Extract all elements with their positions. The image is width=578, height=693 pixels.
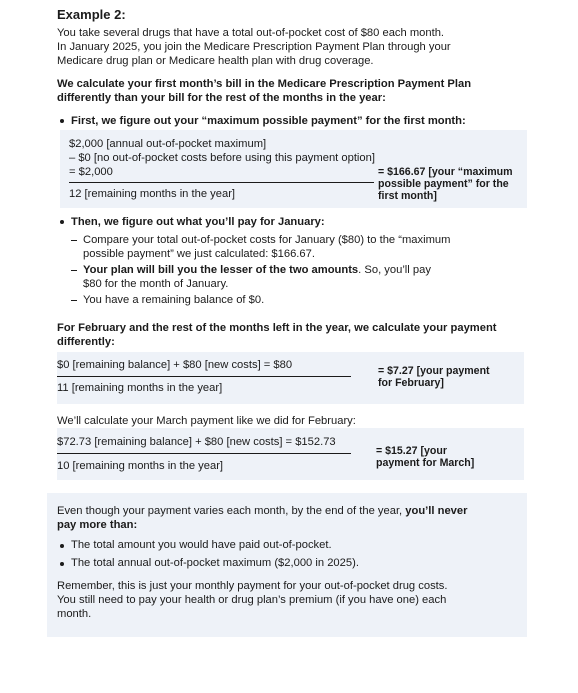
- march-intro: We’ll calculate your March payment like we did for February:: [57, 415, 356, 427]
- calc-result: payment for March]: [376, 457, 475, 469]
- intro-line: You take several drugs that have a total out-of-pocket cost of $80 each month.: [57, 27, 445, 39]
- sub-item-bold: Your plan will bill you the lesser of the two amounts: [83, 264, 359, 276]
- calc-first-line: differently than your bill for the rest of the months in the year:: [57, 92, 386, 104]
- bullet-dot: [60, 220, 64, 224]
- bullet-dot: [60, 562, 64, 566]
- remember-line: You still need to pay your health or drug plan’s premium (if you have one) each: [57, 594, 447, 606]
- calc-result: first month]: [378, 190, 437, 202]
- summary-bold: you’ll never: [405, 505, 468, 517]
- calc-result: possible payment” for the: [378, 178, 509, 190]
- calc-result: = $15.27 [your: [376, 445, 447, 457]
- sub-item: Compare your total out-of-pocket costs for January ($80) to the “maximum: [83, 234, 451, 246]
- summary-bullet: The total amount you would have paid out-of-pocket.: [71, 539, 332, 551]
- bullet-first: First, we figure out your “maximum possible payment” for the first month:: [71, 115, 466, 127]
- sub-item: $80 for the month of January.: [83, 278, 229, 290]
- bullet-january: Then, we figure out what you’ll pay for January:: [71, 216, 325, 228]
- calc-line: $2,000 [annual out-of-pocket maximum]: [69, 138, 267, 150]
- intro-line: Medicare drug plan or Medicare health plan with drug coverage.: [57, 55, 374, 67]
- bullet-dot: [60, 119, 64, 123]
- calc-line: – $0 [no out-of-pocket costs before using this payment option]: [69, 152, 375, 164]
- sub-item-rest: . So, you’ll pay: [358, 264, 431, 276]
- summary-line: [57, 504, 467, 518]
- calc-first-line: We calculate your first month’s bill in the Medicare Prescription Payment Plan: [57, 78, 472, 90]
- fraction-bar: [69, 182, 374, 183]
- calc-line: = $2,000: [69, 166, 113, 178]
- feb-heading: differently:: [57, 336, 115, 348]
- calc-result: = $7.27 [your payment: [378, 365, 490, 377]
- remember-line: Remember, this is just your monthly payment for your out-of-pocket drug costs.: [57, 580, 448, 592]
- dash-marker: [71, 270, 77, 271]
- calc-denominator: 10 [remaining months in the year]: [57, 460, 224, 472]
- fraction-bar: [57, 453, 351, 454]
- feb-heading: For February and the rest of the months left in the year, we calculate your payment: [57, 322, 497, 334]
- summary-text: Even though your payment varies each month, by the end of the year,: [57, 505, 406, 517]
- calc-numerator: $72.73 [remaining balance] + $80 [new costs] = $152.73: [57, 436, 336, 448]
- sub-item: possible payment” we just calculated: $166.67.: [83, 248, 315, 260]
- calc-result: = $166.67 [your “maximum: [378, 166, 513, 178]
- calc-numerator: $0 [remaining balance] + $80 [new costs] = $80: [57, 359, 293, 371]
- summary-line: pay more than:: [57, 519, 138, 531]
- intro-line: In January 2025, you join the Medicare Prescription Payment Plan through your: [57, 41, 451, 53]
- dash-marker: [71, 300, 77, 301]
- sub-item: You have a remaining balance of $0.: [83, 294, 265, 306]
- sub-item: [83, 263, 431, 277]
- fraction-bar: [57, 376, 351, 377]
- summary-bullet: The total annual out-of-pocket maximum ($2,000 in 2025).: [71, 557, 359, 569]
- bullet-dot: [60, 544, 64, 548]
- calc-denominator: 12 [remaining months in the year]: [69, 188, 236, 200]
- calc-denominator: 11 [remaining months in the year]: [57, 382, 223, 394]
- remember-line: month.: [57, 608, 92, 620]
- calc-result: for February]: [378, 377, 444, 389]
- dash-marker: [71, 240, 77, 241]
- example-heading: Example 2:: [57, 7, 126, 22]
